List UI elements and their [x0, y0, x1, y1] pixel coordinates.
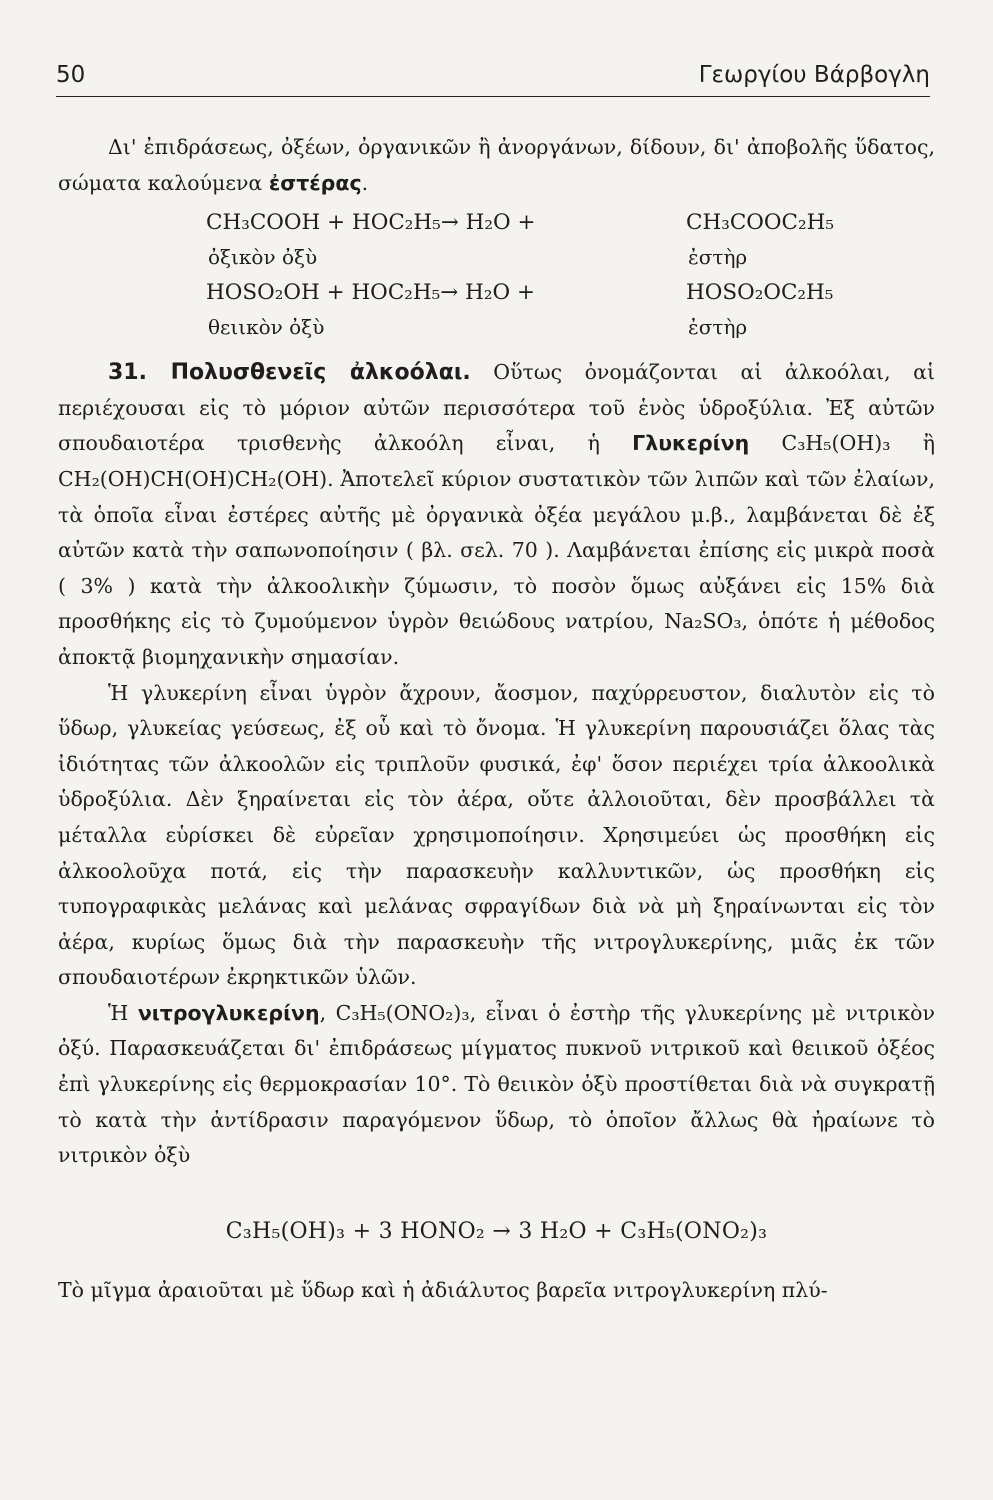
- eq2-captions: [206, 310, 935, 345]
- eq2-acid-label: θειικὸν ὀξὺ: [208, 315, 325, 340]
- section-31-p1-text-b: C₃H₅(OH)₃ ἢ CH₂(OH)CH(OH)CH₂(OH). Ἀποτελεῖ κύριον συστατικὸν τῶν λιπῶν καὶ τῶν ἐλαίων, τὰ ὁποῖα εἶναι ἐστέρες αὐτῆς μὲ ὀργανικὰ ὀξέα μεγάλου μ.β., λαμβάνεται δὲ ἐξ αὐτῶν κατὰ τὴν σαπωνοποίησιν ( βλ. σελ. 70 ). Λαμβάνεται ἐπίσης εἰς μικρὰ ποσὰ ( 3% ) κατὰ τὴν ἀλκοολικὴν ζύμωσιν, τὸ ποσὸν ὅμως αὐξάνει εἰς 15% διὰ προσθήκης εἰς τὸ ζυμούμενον ὑγρὸν θειώδους νατρίου, Na₂SO₃, ὁπότε ἡ μέθοδος ἀποκτᾷ βιομηχανικὴν σημασίαν.: [58, 431, 935, 669]
- page-header: [56, 58, 930, 97]
- esters-intro-paragraph: [58, 130, 935, 201]
- eq1-acid-label: ὀξικὸν ὀξὺ: [208, 245, 318, 270]
- eq2-left-side: [206, 275, 686, 310]
- eq1-left-side: [206, 205, 686, 240]
- eq1-plus-2: +: [517, 210, 536, 236]
- section-31-paragraph-2: Ἡ γλυκερίνη εἶναι ὑγρὸν ἄχρουν, ἄοσμον, παχύρρευστον, διαλυτὸν εἰς τὸ ὕδωρ, γλυκείας γεύσεως, ἐξ οὗ καὶ τὸ ὄνομα. Ἡ γλυκερίνη παρουσιάζει ὅλας τὰς ἰδιότητας τῶν ἀλκοολῶν εἰς τριπλοῦν φυσικά, ἐφ' ὅσον περιέχει τρία ἀλκοολικὰ ὑδροξύλια. Δὲν ξηραίνεται εἰς τὸν ἀέρα, οὔτε ἀλλοιοῦται, δὲν προσβάλλει τὰ μέταλλα εὑρίσκει δὲ εὐρεῖαν χρησιμοποίησιν. Χρησιμεύει ὡς προσθήκη εἰς ἀλκοολοῦχα ποτά, εἰς τὴν παρασκευὴν καλλυντικῶν, ὡς προσθήκη εἰς τυπογραφικὰς μελάνας καὶ μελάνας σφραγίδων διὰ νὰ μὴ ξηραίνωνται εἰς τὸν ἀέρα, κυρίως ὅμως διὰ τὴν παρασκευὴν τῆς νιτρογλυκερίνης, μιᾶς ἐκ τῶν σπουδαιοτέρων ἐκρηκτικῶν ὑλῶν.: [58, 680, 935, 990]
- eq2-arrow: →: [440, 280, 459, 306]
- eq1-captions: [206, 240, 935, 275]
- eq2-water: H₂O: [465, 280, 511, 306]
- eq1-arrow: →: [440, 210, 459, 236]
- page-number: 50: [56, 62, 86, 88]
- eq1-water: H₂O: [465, 210, 511, 236]
- eq2-acid: HOSO₂OH: [206, 280, 320, 306]
- eq1-alcohol: HOC₂H₅: [351, 210, 441, 236]
- eq1-ester-label: ἐστὴρ: [688, 245, 748, 270]
- equation-sulfuric-acid: [206, 275, 935, 310]
- eq1-plus: +: [327, 210, 346, 236]
- eq2-plus: +: [326, 280, 345, 306]
- eq1-acid: CH₃COOH: [206, 210, 321, 236]
- eq2-plus-2: +: [516, 280, 535, 306]
- nitration-equation: C₃H₅(OH)₃ + 3 HONO₂ → 3 H₂O + C₃H₅(ONO₂)₃: [225, 1218, 768, 1244]
- esters-term-end: .: [361, 170, 369, 195]
- glycerin-term: Γλυκερίνη: [632, 431, 750, 456]
- esters-term: ἐστέρας: [268, 170, 362, 195]
- section-31-p1-text-a: Οὕτως ὀνομάζονται αἱ ἀλκοόλαι, αἱ περιέχουσαι εἰς τὸ μόριον αὐτῶν περισσότερα τοῦ ἑνὸς ὑδροξύλια. Ἐξ αὐτῶν σπουδαιοτέρα τρισθενὴς ἀλκοόλη εἶναι, ἡ: [58, 360, 935, 456]
- section-31-paragraph-1: [58, 355, 935, 675]
- eq2-ester: HOSO₂OC₂H₅: [686, 280, 834, 306]
- equation-acetic-acid: [206, 205, 935, 240]
- ester-equations: [206, 205, 935, 345]
- page-body: [58, 130, 935, 1309]
- eq2-ester-label: ἐστὴρ: [688, 315, 748, 340]
- running-head: Γεωργίου Βάρβογλη: [698, 62, 930, 88]
- eq1-ester: CH₃COOC₂H₅: [686, 210, 834, 236]
- section-heading: 31. Πολυσθενεῖς ἀλκοόλαι.: [108, 360, 471, 386]
- nitroglycerin-term: νιτρογλυκερίνη: [137, 1000, 320, 1025]
- section-31-p3-text-b: , C₃H₅(ONO₂)₃, εἶναι ὁ ἐστὴρ τῆς γλυκερίνης μὲ νιτρικὸν ὀξύ. Παρασκευάζεται δι' ἐπιδράσεως μίγματος πυκνοῦ νιτρικοῦ καὶ θειικοῦ ὀξέος ἐπὶ γλυκερίνης εἰς θερμοκρασίαν 10°. Τὸ θειικὸν ὀξὺ προστίθεται διὰ νὰ συγκρατῇ τὸ κατὰ τὴν ἀντίδρασιν παραγόμενον ὕδωρ, τὸ ὁποῖον ἄλλως θὰ ἠραίωνε τὸ νιτρικὸν ὀξὺ: [58, 1000, 935, 1168]
- last-line: Τὸ μῖγμα ἀραιοῦται μὲ ὕδωρ καὶ ἡ ἀδιάλυτος βαρεῖα νιτρογλυκερίνη πλύ-: [58, 1278, 828, 1303]
- section-31-paragraph-3: [58, 996, 935, 1174]
- eq2-alcohol: HOC₂H₅: [351, 280, 441, 306]
- esters-intro-text: Δι' ἐπιδράσεως, ὀξέων, ὀργανικῶν ἢ ἀνοργάνων, δίδουν, δι' ἀποβολῆς ὕδατος, σώματα καλούμενα: [58, 135, 935, 195]
- section-31-p3-text-a: Ἡ: [108, 1000, 129, 1025]
